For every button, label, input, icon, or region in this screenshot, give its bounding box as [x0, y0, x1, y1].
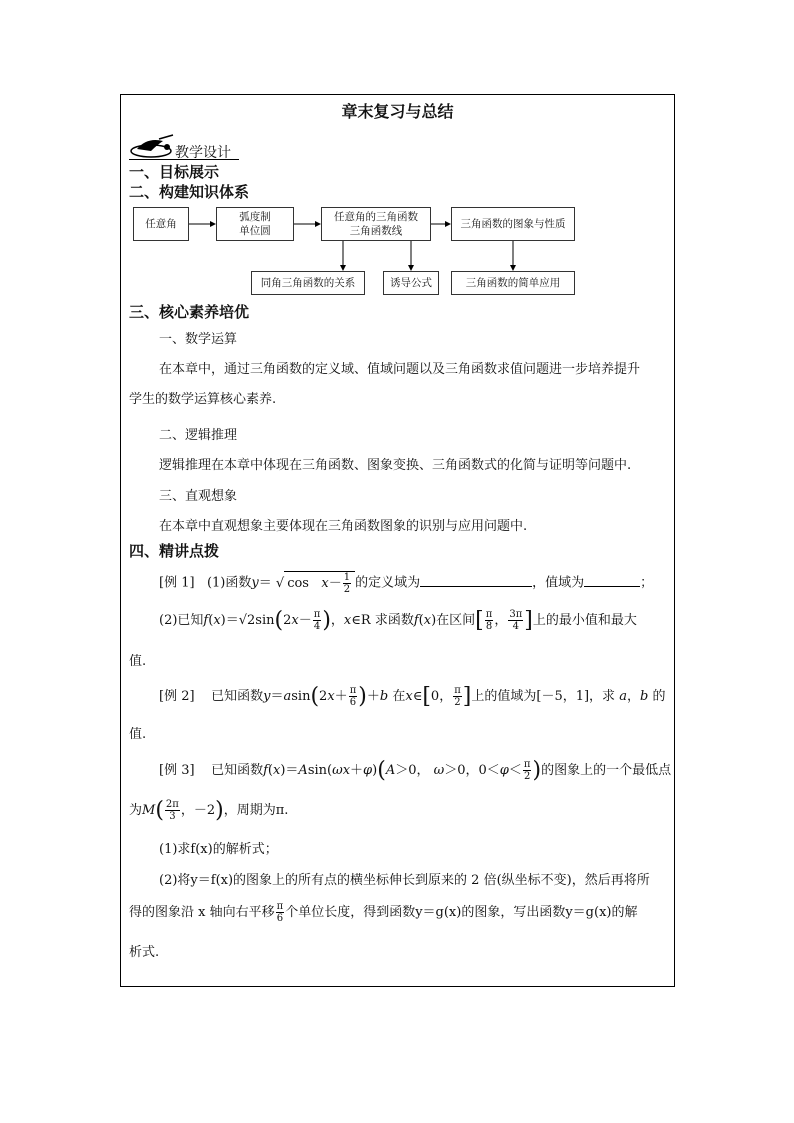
diagram-box-angle: 任意角	[133, 207, 189, 241]
example-3-question-2-line3: 析式.	[129, 945, 160, 960]
example-2-text-a: 已知函数	[211, 689, 264, 704]
diagram-box-application: 三角函数的简单应用	[451, 271, 575, 295]
formula-sqrt: √ cos x－ $\frac{1}{2}$	[276, 576, 355, 591]
example-3-q2-text-c: 个单位长度，得到函数y＝g(x)的图象，写出函数y＝g(x)的解	[285, 905, 638, 920]
diagram-box-radian-line2: 单位圆	[239, 225, 271, 237]
diagram-box-relation: 同角三角函数的关系	[251, 271, 365, 295]
example-3-question-2-line2: 得的图象沿 x 轴向右平移 $\frac{\pi}{6}$ 个单位长度，得到函数y＝g(x)的图象，写出函数y＝g(x)的解	[129, 901, 638, 924]
diagram-box-trig-line2: 三角函数线	[349, 225, 403, 237]
example-3-line1: [例 3] 已知函数f(x)＝Asin(ωx＋φ)(A＞0， ω＞0，0＜φ＜ $\frac{\pi}{2}$ )的图象上的一个最低点	[159, 758, 672, 783]
example-2-label: [例 2]	[159, 689, 195, 704]
core-1-text-line2: 学生的数学运算核心素养.	[129, 392, 277, 407]
diagram-box-graph: 三角函数的图象与性质	[451, 207, 575, 241]
example-2-text-b: 在	[392, 689, 406, 704]
section-heading-1: 一、目标展示	[129, 163, 220, 181]
example-1-part2-e: 值.	[129, 654, 147, 669]
section-heading-4: 四、精讲点拨	[129, 542, 220, 560]
example-1-line2: (2)已知f(x)＝√2sin(2x－ $\frac{\pi}{4}$ )，x∈R 求函数f(x)在区间[ $\frac{\pi}{8}$ ， $\frac{3\pi}{4}$ ]上的最小值和最大	[159, 608, 637, 633]
example-1-part2-a: (2)已知	[159, 613, 204, 628]
example-3-label: [例 3]	[159, 763, 195, 778]
example-1-part2-d: 上的最小值和最大	[532, 613, 637, 628]
example-1-part2-b: 求函数	[374, 613, 414, 628]
diagram-box-trig-line1: 任意角的三角函数	[334, 211, 418, 223]
document-frame	[120, 94, 675, 987]
core-3-text: 在本章中直观想象主要体现在三角函数图象的识别与应用问题中.	[159, 519, 528, 534]
example-2-line1: [例 2] 已知函数y＝asin(2x＋ $\frac{\pi}{6}$ )＋b 在x∈[0， $\frac{\pi}{2}$ ]上的值域为[－5，1]，求 a，b 的	[159, 684, 666, 709]
example-1-text-c: ，值域为	[532, 575, 585, 591]
core-2-title: 二、逻辑推理	[159, 428, 238, 443]
core-1-text-line1: 在本章中，通过三角函数的定义域、值域问题以及三角函数求值问题进一步培养提升	[159, 362, 641, 377]
example-1-part2-c: 在区间	[436, 613, 476, 628]
diagram-box-induction: 诱导公式	[383, 271, 439, 295]
example-2-text-d: 的	[652, 689, 666, 704]
core-2-text: 逻辑推理在本章中体现在三角函数、图象变换、三角函数式的化简与证明等问题中.	[159, 458, 632, 473]
example-1-label: [例 1]	[159, 575, 195, 591]
answer-blank-domain	[420, 573, 532, 587]
example-3-text-d: ，周期为π.	[223, 803, 289, 818]
example-1-text-d: ；	[640, 575, 654, 591]
example-1-text-b: 的定义域为	[355, 575, 421, 591]
example-3-line2: 为M( $\frac{2\pi}{3}$ ，－2)，周期为π.	[129, 798, 289, 823]
page-title: 章末复习与总结	[341, 102, 454, 121]
core-3-title: 三、直观想象	[159, 489, 238, 504]
example-2-text-e: 值.	[129, 727, 147, 742]
example-3-text-a: 已知函数	[211, 763, 264, 778]
example-2-text-c: 上的值域为[－5，1]，求	[471, 689, 616, 704]
core-1-title: 一、数学运算	[159, 332, 238, 347]
example-1-text-a: (1)函数	[206, 575, 252, 591]
diagram-box-radian-line1: 弧度制	[239, 211, 271, 223]
example-3-q2-text-b: 得的图象沿 x 轴向右平移	[129, 905, 275, 920]
logo-label: 教学设计	[175, 145, 231, 161]
example-1-line1: [例 1] (1)函数y＝ √ cos x－ $\frac{1}{2}$ 的定义域为 ，值域为 ；	[159, 572, 654, 595]
example-3-text-b: 的图象上的一个最低点	[541, 763, 672, 778]
section-heading-3: 三、核心素养培优	[129, 303, 250, 321]
answer-blank-range	[584, 573, 640, 587]
section-heading-2: 二、构建知识体系	[129, 183, 250, 201]
diagram-arrows	[121, 95, 676, 305]
example-3-text-c: 为	[129, 803, 143, 818]
example-3-question-2-line1: (2)将y＝f(x)的图象上的所有点的横坐标伸长到原来的 2 倍(纵坐标不变)，然后再将所	[159, 873, 650, 888]
example-3-question-1: (1)求f(x)的解析式；	[159, 842, 278, 857]
